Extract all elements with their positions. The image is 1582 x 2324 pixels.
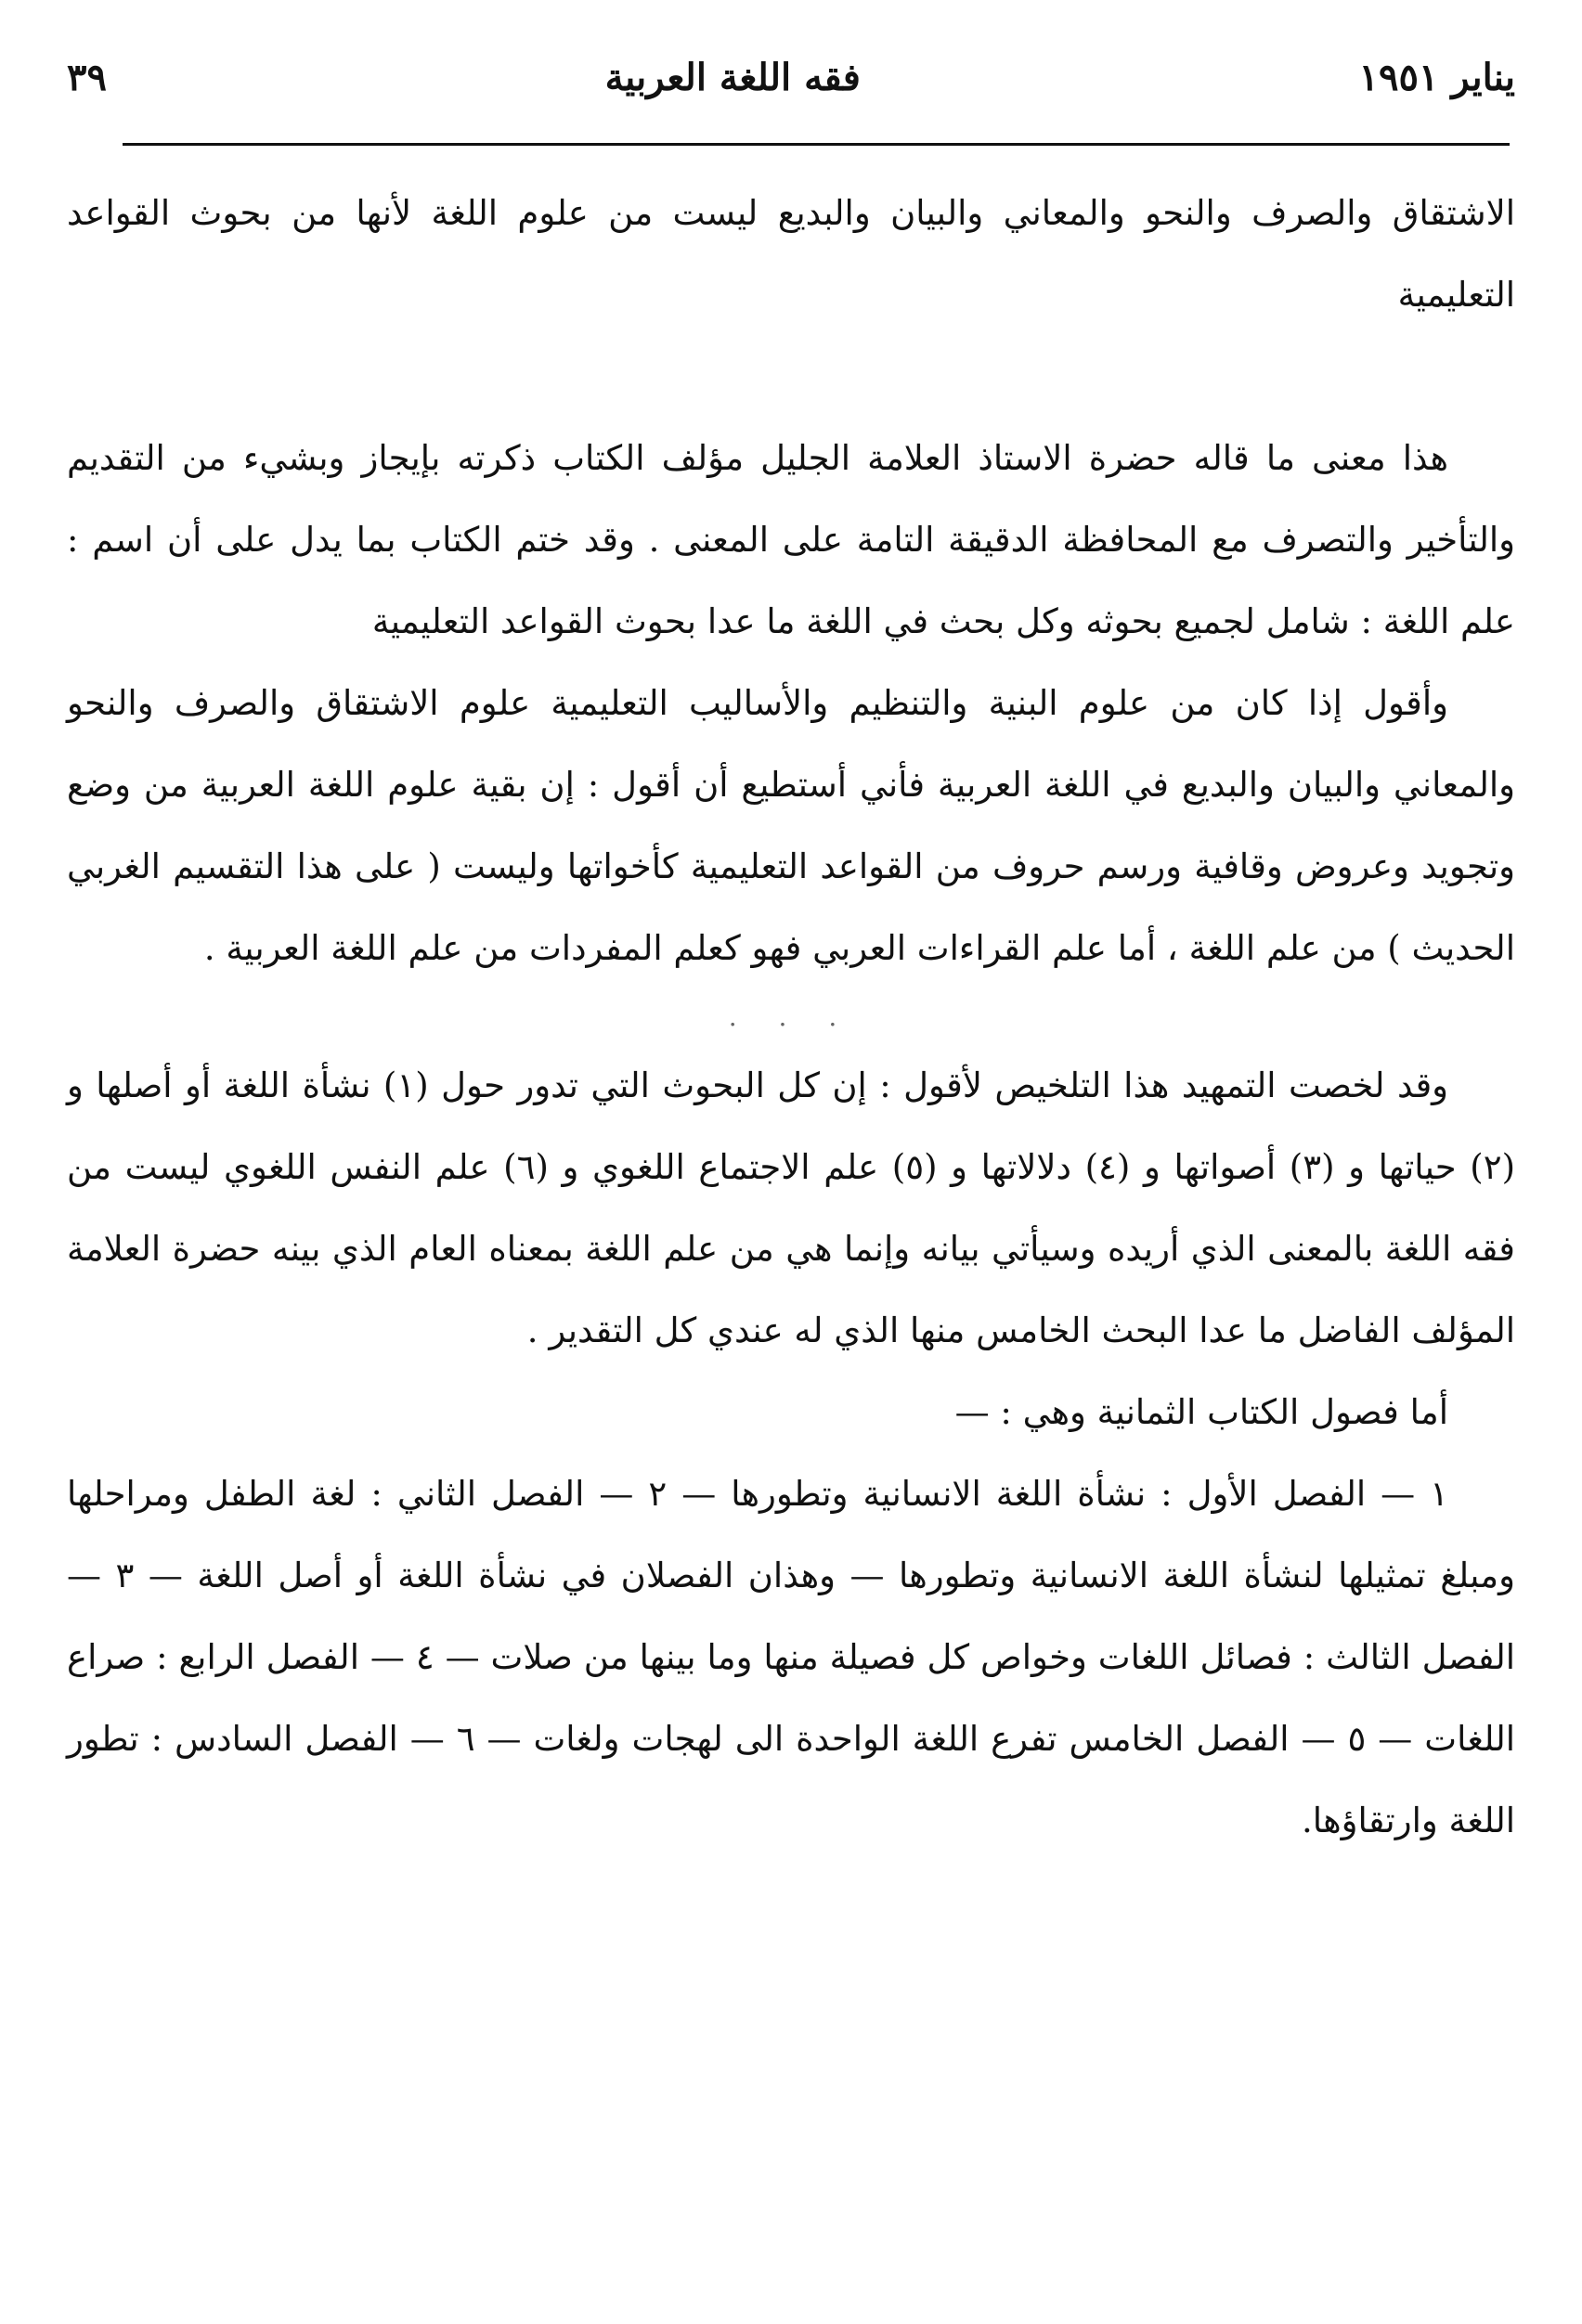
paragraph-2: هذا معنى ما قاله حضرة الاستاذ العلامة الجليل مؤلف الكتاب ذكرته بإيجاز وبشيء من التقديم والتأخير والتصرف مع المحافظة الدقيقة التامة على المعنى . وقد ختم الكتاب بما يدل على أن اسم : علم اللغة : شامل لجميع بحوثه وكل بحث في اللغة ما عدا بحوث القواعد التعليمية — [67, 438, 1515, 641]
header-title: فقه اللغة العربية — [604, 55, 861, 99]
page-number: ٣٩ — [67, 55, 107, 99]
paragraph-4: وقد لخصت التمهيد هذا التلخيص لأقول : إن كل البحوث التي تدور حول (١) نشأة اللغة أو أصلها و (٢) حياتها و (٣) أصواتها و (٤) دلالاتها و (٥) علم الاجتماع اللغوي و (٦) علم النفس اللغوي ليست من فقه اللغة بالمعنى الذي أريده وسيأتي بيانه وإنما هي من علم اللغة بمعناه العام الذي بينه حضرة العلامة المؤلف الفاضل ما عدا البحث الخامس منها الذي له عندي كل التقدير . — [67, 1065, 1515, 1350]
running-header — [67, 37, 1515, 117]
document-page — [67, 37, 1515, 2292]
paragraph-3: وأقول إذا كان من علوم البنية والتنظيم والأساليب التعليمية علوم الاشتقاق والصرف والنحو والمعاني والبيان والبديع في اللغة العربية فأني أستطيع أن أقول : إن بقية علوم اللغة العربية من وضع وتجويد وعروض وقافية ورسم حروف من القواعد التعليمية كأخواتها وليست ( على هذا التقسيم الغربي الحديث ) من علم اللغة ، أما علم القراءات العربي فهو كعلم المفردات من علم اللغة العربية . — [67, 683, 1515, 968]
section-separator: . . . — [728, 1001, 854, 1032]
paragraph-5: أما فصول الكتاب الثمانية وهي : — — [954, 1392, 1448, 1432]
paragraph-1: الاشتقاق والصرف والنحو والمعاني والبيان والبديع ليست من علوم اللغة لأنها من بحوث القواعد التعليمية — [67, 193, 1515, 315]
body-text — [67, 173, 1515, 1862]
paragraph-6: ١ — الفصل الأول : نشأة اللغة الانسانية وتطورها — ٢ — الفصل الثاني : لغة الطفل ومراحلها ومبلغ تمثيلها لنشأة اللغة الانسانية وتطورها — وهذان الفصلان في نشأة اللغة أو أصل اللغة — ٣ — الفصل الثالث : فصائل اللغات وخواص كل فصيلة منها وما بينها من صلات — ٤ — الفصل الرابع : صراع اللغات — ٥ — الفصل الخامس تفرع اللغة الواحدة الى لهجات ولغات — ٦ — الفصل السادس : تطور اللغة وارتقاؤها. — [67, 1474, 1515, 1840]
header-rule — [123, 143, 1510, 146]
header-date: يناير ١٩٥١ — [1358, 55, 1515, 99]
